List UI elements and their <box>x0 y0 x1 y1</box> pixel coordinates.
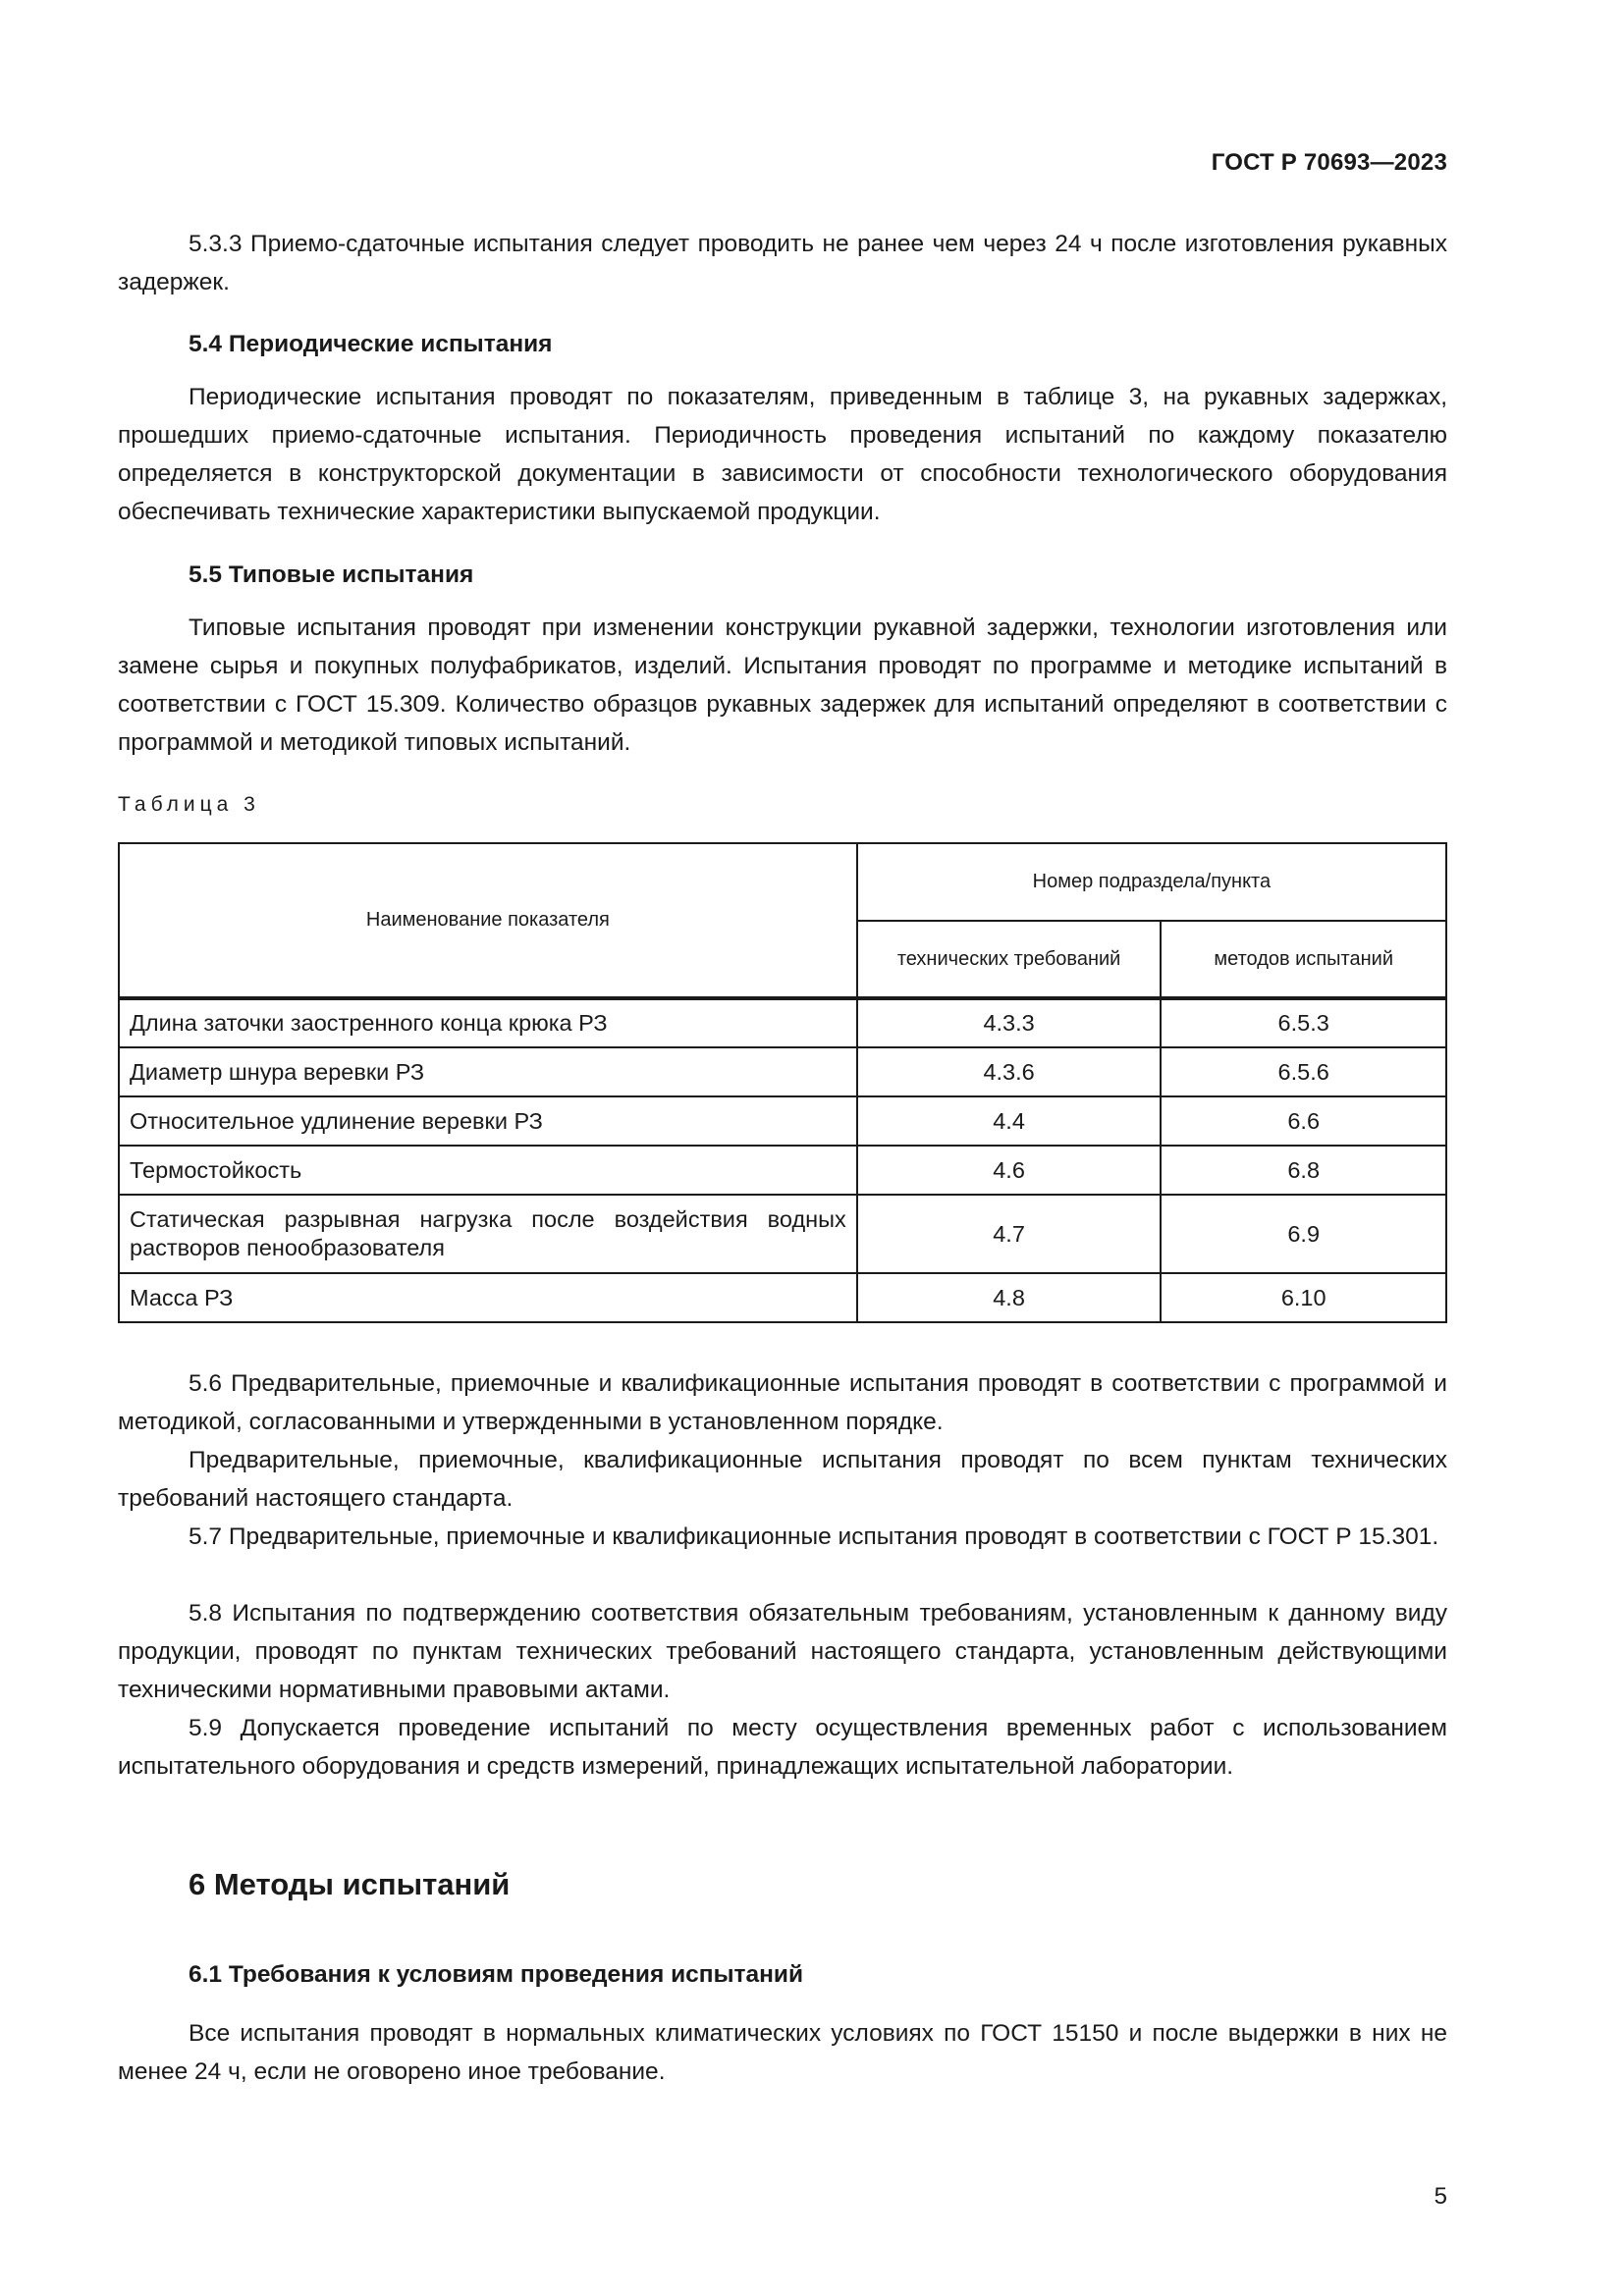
paragraph-5-6: 5.6 Предварительные, приемочные и квалификационные испытания проводят в соответствии с программой и методикой, согласованными и утвержденными в установленном порядке. <box>118 1370 1447 1435</box>
table-3 <box>118 842 1447 1323</box>
paragraph-5-4: Периодические испытания проводят по показателям, приведенным в таблице 3, на рукавных задержках, прошедших приемо-сдаточные испытания. Периодичность проведения испытаний по каждому показателю определяется в конструкторской документации в зависимости от способности технологического оборудования обеспечивать технические характеристики выпускаемой продукции. <box>118 384 1447 525</box>
row-method: 6.5.6 <box>1161 1047 1446 1096</box>
row-req: 4.7 <box>857 1195 1162 1273</box>
table-row <box>119 1273 1446 1322</box>
row-method: 6.5.3 <box>1161 998 1446 1047</box>
row-method: 6.6 <box>1161 1096 1446 1146</box>
row-name: Масса РЗ <box>119 1273 857 1322</box>
table-caption: Таблица 3 <box>118 793 260 816</box>
paragraph-5-9: 5.9 Допускается проведение испытаний по месту осуществления временных работ с использованием испытательного оборудования и средств измерений, принадлежащих испытательной лаборатории. <box>118 1715 1447 1780</box>
row-name: Термостойкость <box>119 1146 857 1195</box>
table-row <box>119 1146 1446 1195</box>
row-req: 4.3.6 <box>857 1047 1162 1096</box>
table-row <box>119 1096 1446 1146</box>
table-header-group: Номер подраздела/пункта <box>857 843 1446 921</box>
heading-5-5: 5.5 Типовые испытания <box>189 561 474 588</box>
paragraph-5-7: 5.7 Предварительные, приемочные и квалификационные испытания проводят в соответствии с ГОСТ Р 15.301. <box>189 1523 1439 1550</box>
row-name: Статическая разрывная нагрузка после воздействия водных растворов пенообразователя <box>119 1195 857 1273</box>
row-req: 4.8 <box>857 1273 1162 1322</box>
heading-5-4: 5.4 Периодические испытания <box>189 331 553 357</box>
document-header: ГОСТ Р 70693—2023 <box>1211 149 1447 176</box>
row-req: 4.4 <box>857 1096 1162 1146</box>
table-row <box>119 1047 1446 1096</box>
table-header-requirements: технических требований <box>857 921 1162 998</box>
table-row <box>119 998 1446 1047</box>
table-header-name: Наименование показателя <box>119 843 857 998</box>
heading-6: 6 Методы испытаний <box>189 1867 511 1901</box>
row-method: 6.10 <box>1161 1273 1446 1322</box>
table-row <box>119 1195 1446 1273</box>
row-name: Диаметр шнура веревки РЗ <box>119 1047 857 1096</box>
row-name: Относительное удлинение веревки РЗ <box>119 1096 857 1146</box>
paragraph-5-8: 5.8 Испытания по подтверждению соответствия обязательным требованиям, установленным к данному виду продукции, проводят по пунктам технических требований настоящего стандарта, установленным действующими техническими нормативными правовыми актами. <box>118 1600 1447 1703</box>
heading-6-1: 6.1 Требования к условиям проведения испытаний <box>189 1961 804 1988</box>
paragraph-5-5: Типовые испытания проводят при изменении конструкции рукавной задержки, технологии изготовления или замене сырья и покупных полуфабрикатов, изделий. Испытания проводят по программе и методике испытаний в соответствии с ГОСТ 15.309. Количество образцов рукавных задержек для испытаний определяют в соответствии с программой и методикой типовых испытаний. <box>118 614 1447 756</box>
row-req: 4.3.3 <box>857 998 1162 1047</box>
row-name: Длина заточки заостренного конца крюка РЗ <box>119 998 857 1047</box>
table-header-methods: методов испытаний <box>1161 921 1446 998</box>
page-number: 5 <box>1434 2183 1447 2210</box>
document-page <box>118 0 1447 2296</box>
row-method: 6.9 <box>1161 1195 1446 1273</box>
paragraph-5-6-b: Предварительные, приемочные, квалификационные испытания проводят по всем пунктам технических требований настоящего стандарта. <box>118 1447 1447 1512</box>
row-req: 4.6 <box>857 1146 1162 1195</box>
paragraph-5-3-3: 5.3.3 Приемо-сдаточные испытания следует проводить не ранее чем через 24 ч после изготовления рукавных задержек. <box>118 231 1447 295</box>
paragraph-6-1: Все испытания проводят в нормальных климатических условиях по ГОСТ 15150 и после выдержки в них не менее 24 ч, если не оговорено иное требование. <box>118 2020 1447 2085</box>
row-method: 6.8 <box>1161 1146 1446 1195</box>
